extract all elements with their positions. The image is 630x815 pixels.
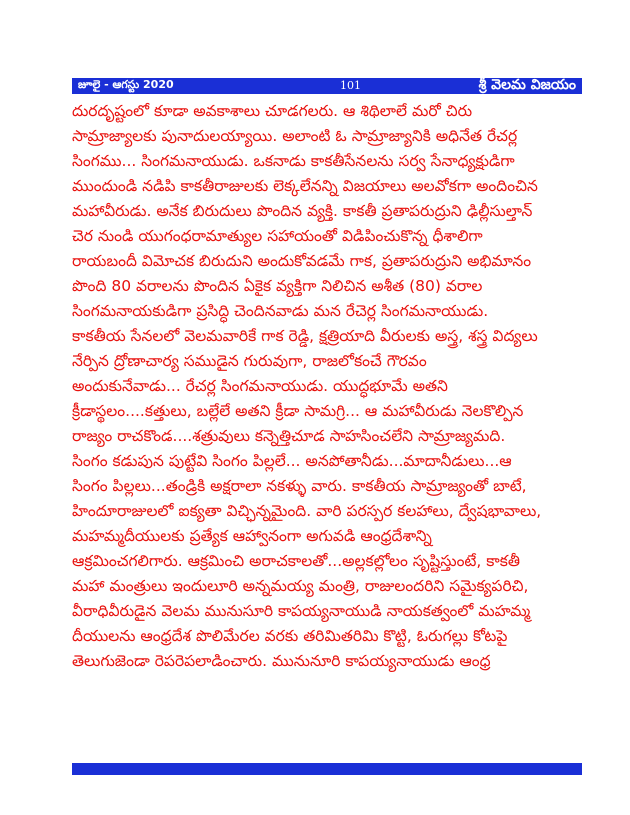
text-line: రాయబందీ విమోచక బిరుదుని అందుకోవడమే గాక, ప్రతాపరుద్రుని అభిమానం <box>72 252 532 270</box>
text-line: హిందూరాజులలో ఐక్యతా విచ్ఛిన్నమైంది. వారి పరస్పర కలహాలు, ద్వేషభావాలు, <box>72 502 542 520</box>
text-line: క్రీడాస్థలం....కత్తులు, బల్లేలే అతని క్రీడా సామగ్రి... ఆ మహావీరుడు నెలకొల్పిన <box>72 402 524 420</box>
text-line: సింగం కడుపున పుట్టేవి సింగం పిల్లలే... అనపోతానీడు...మాదానీడులు...ఆ <box>72 452 512 470</box>
text-line: వీరాధివీరుడైన వెలమ మునుసూరి కాపయ్యనాయుడి నాయకత్వంలో మహమ్మ <box>72 602 531 620</box>
text-line: ఆక్రమించగలిగారు. ఆక్రమించి అరాచకాలతో...అల్లకల్లోలం సృష్టిస్తుంటే, కాకతీ <box>72 552 521 570</box>
text-line: తెలుగుజెండా రెపరెపలాడించారు. మునునూరి కాపయ్యనాయుడు ఆంధ్ర <box>72 652 491 670</box>
text-line: చెర నుండి యుగంధరామాత్యుల సహాయంతో విడిపించుకొన్న ధీశాలిగా <box>72 227 483 245</box>
text-line: సింగం పిల్లలు...తండ్రికి అక్షరాలా నకళ్ళు వారు. కాకతీయ సామ్రాజ్యంతో బాటే, <box>72 477 527 495</box>
magazine-title: శ్రీ వెలమ విజయం <box>478 76 576 93</box>
text-line: అందుకునేవాడు... రేచర్ల సింగమనాయుడు. యుద్ధభూమే అతని <box>72 377 448 395</box>
text-line: రాజ్యం రాచకొండ....శత్రువులు కన్నెత్తిచూడ సాహసించలేని సామ్రాజ్యమది. <box>72 427 506 445</box>
text-line: సింగము... సింగమనాయుడు. ఒకనాడు కాకతీసేనలను సర్వ సేనాధ్యక్షుడిగా <box>72 152 515 170</box>
page-header <box>72 78 582 94</box>
article-body <box>72 99 582 761</box>
text-line: పొంది 80 వరాలను పొందిన ఏకైక వ్యక్తిగా నిలిచిన అశీత (80) వరాల <box>72 277 483 295</box>
text-line: మహా మంత్రులు ఇందులూరి అన్నమయ్య మంత్రి, రాజులందరిని సమైక్యపరిచి, <box>72 577 529 595</box>
text-line: దురదృష్టంలో కూడా అవకాశాలు చూడగలరు. ఆ శిథిలాలే మరో చిరు <box>72 102 473 120</box>
text-line: సింగమనాయకుడిగా ప్రసిద్ధి చెందినవాడు మన రేచెర్ల సింగమనాయుడు. <box>72 302 489 320</box>
text-line: మహమ్మదీయులకు ప్రత్యేక ఆహ్వానంగా అగువడి ఆంధ్రదేశాన్ని <box>72 527 432 545</box>
text-line: నేర్పిన ద్రోణాచార్య సముడైన గురువుగా, రాజలోకంచే గౌరవం <box>72 352 427 370</box>
page-number: 101 <box>340 79 361 92</box>
issue-date: జూలై - ఆగస్టు 2020 <box>78 78 174 91</box>
text-line: మహావీరుడు. అనేక బిరుదులు పొందిన వ్యక్తి. కాకతీ ప్రతాపరుద్రుని ఢిల్లీసుల్తాన్ <box>72 202 533 220</box>
text-line: సామ్రాజ్యాలకు పునాదులయ్యాయి. అలాంటి ఓ సామ్రాజ్యానికి అధినేత రేచర్ల <box>72 127 518 145</box>
text-line: కాకతీయ సేనలలో వెలమవారికే గాక రెడ్డి, క్షత్రియాది వీరులకు అస్త్ర, శస్త్ర విద్యలు <box>72 327 538 345</box>
text-line: దీయులను ఆంధ్రదేశ పొలిమేరల వరకు తరిమితరిమి కొట్టి, ఓరుగల్లు కోటపై <box>72 627 508 645</box>
text-line: ముందుండి నడిపి కాకతీరాజులకు లెక్కలేనన్ని విజయాలు అలవోకగా అందించిన <box>72 177 538 195</box>
page-footer-bar <box>72 763 582 775</box>
